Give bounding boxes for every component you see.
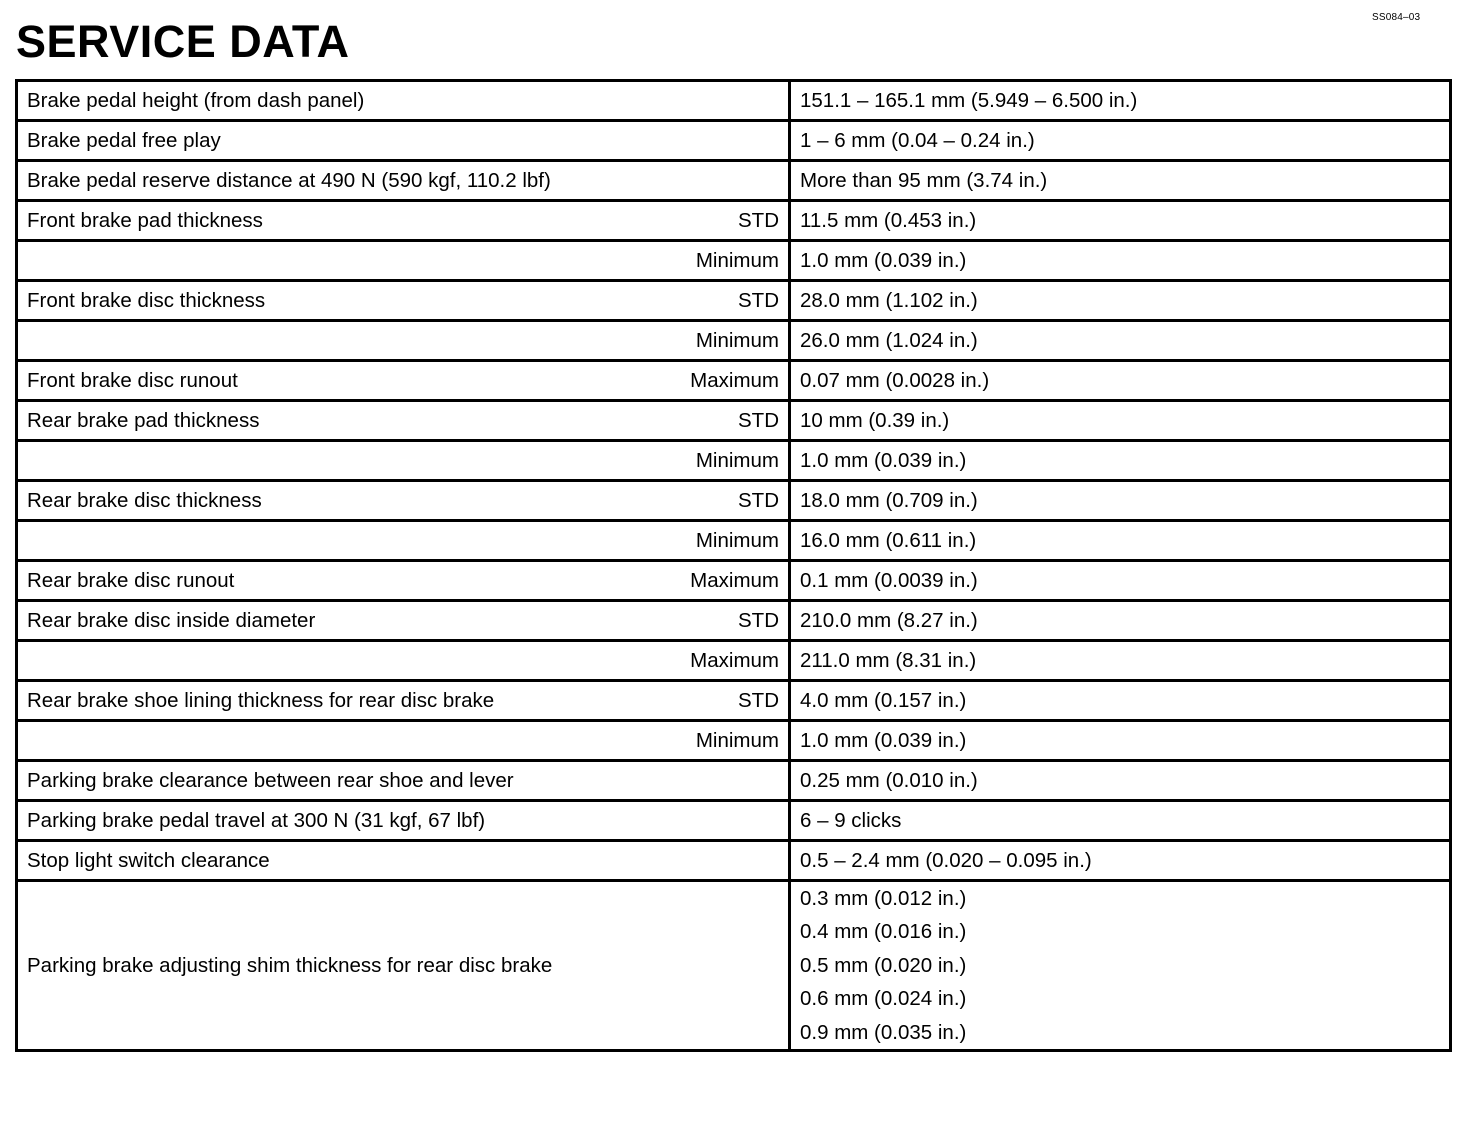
- value-cell: 16.0 mm (0.611 in.): [790, 521, 1451, 561]
- qualifier-label: Minimum: [695, 528, 779, 552]
- qualifier-label: Minimum: [695, 328, 779, 352]
- qualifier-label: Maximum: [690, 368, 779, 392]
- value-cell: 1.0 mm (0.039 in.): [790, 721, 1451, 761]
- item-label: Front brake disc runout: [27, 368, 238, 392]
- doc-code: SS084–03: [1372, 12, 1421, 23]
- item-cell: [17, 201, 790, 241]
- item-cell: [17, 521, 790, 561]
- table-row: [17, 521, 1451, 561]
- table-row: [17, 481, 1451, 521]
- table-row: [17, 681, 1451, 721]
- item-label: Rear brake pad thickness: [27, 408, 260, 432]
- item-cell: [17, 801, 790, 841]
- value-cell: More than 95 mm (3.74 in.): [790, 161, 1451, 201]
- qualifier-label: Maximum: [690, 648, 779, 672]
- value-cell: 6 – 9 clicks: [790, 801, 1451, 841]
- item-cell: [17, 681, 790, 721]
- table-row: [17, 241, 1451, 281]
- item-label: Parking brake adjusting shim thickness for rear disc brake: [27, 953, 553, 977]
- item-cell: [17, 241, 790, 281]
- item-cell: [17, 321, 790, 361]
- table-row: [17, 121, 1451, 161]
- value-cell: 11.5 mm (0.453 in.): [790, 201, 1451, 241]
- item-cell: [17, 761, 790, 801]
- item-cell: [17, 721, 790, 761]
- value-cell: 10 mm (0.39 in.): [790, 401, 1451, 441]
- table-row: [17, 441, 1451, 481]
- value-cell: 1 – 6 mm (0.04 – 0.24 in.): [790, 121, 1451, 161]
- value-cell: 0.1 mm (0.0039 in.): [790, 561, 1451, 601]
- qualifier-label: STD: [738, 608, 779, 632]
- qualifier-label: STD: [738, 288, 779, 312]
- value-cell: 26.0 mm (1.024 in.): [790, 321, 1451, 361]
- table-row: [17, 841, 1451, 881]
- table-row: [17, 801, 1451, 841]
- service-data-table-body: [17, 81, 1451, 1051]
- value-cell: 1.0 mm (0.039 in.): [790, 441, 1451, 481]
- item-label: Rear brake disc inside diameter: [27, 608, 316, 632]
- item-cell: [17, 281, 790, 321]
- item-label: Rear brake disc thickness: [27, 488, 262, 512]
- value-cell: 0.07 mm (0.0028 in.): [790, 361, 1451, 401]
- item-cell: [17, 481, 790, 521]
- table-row: [17, 641, 1451, 681]
- value-cell: 18.0 mm (0.709 in.): [790, 481, 1451, 521]
- value-cell: 4.0 mm (0.157 in.): [790, 681, 1451, 721]
- value-cell: 1.0 mm (0.039 in.): [790, 241, 1451, 281]
- item-label: Rear brake disc runout: [27, 568, 235, 592]
- item-cell: [17, 81, 790, 121]
- page-title: SERVICE DATA: [16, 16, 350, 67]
- table-row: [17, 201, 1451, 241]
- table-row: [17, 361, 1451, 401]
- value-cell: 211.0 mm (8.31 in.): [790, 641, 1451, 681]
- value-cell: 0.5 – 2.4 mm (0.020 – 0.095 in.): [790, 841, 1451, 881]
- value-cell-list: [790, 881, 1451, 1051]
- table-row: [17, 761, 1451, 801]
- qualifier-label: Minimum: [695, 248, 779, 272]
- item-label: Stop light switch clearance: [27, 848, 270, 872]
- qualifier-label: STD: [738, 488, 779, 512]
- item-cell: [17, 601, 790, 641]
- table-row: [17, 81, 1451, 121]
- value-cell: 0.25 mm (0.010 in.): [790, 761, 1451, 801]
- table-row: [17, 601, 1451, 641]
- shim-value: 0.6 mm (0.024 in.): [800, 987, 967, 1011]
- service-data-table: [15, 79, 1452, 1052]
- item-cell: [17, 881, 790, 1051]
- value-cell: 28.0 mm (1.102 in.): [790, 281, 1451, 321]
- shim-value: 0.5 mm (0.020 in.): [800, 953, 967, 977]
- table-row: [17, 401, 1451, 441]
- item-cell: [17, 641, 790, 681]
- item-label: Parking brake clearance between rear shoe and lever: [27, 768, 514, 792]
- item-label: Front brake pad thickness: [27, 208, 263, 232]
- value-cell: 151.1 – 165.1 mm (5.949 – 6.500 in.): [790, 81, 1451, 121]
- shim-value: 0.4 mm (0.016 in.): [800, 920, 967, 944]
- item-label: Brake pedal reserve distance at 490 N (590 kgf, 110.2 lbf): [27, 168, 551, 192]
- shim-value: 0.3 mm (0.012 in.): [800, 887, 967, 910]
- item-label: Brake pedal free play: [27, 128, 221, 152]
- qualifier-label: STD: [738, 688, 779, 712]
- item-cell: [17, 361, 790, 401]
- item-label: Front brake disc thickness: [27, 288, 266, 312]
- value-cell: 210.0 mm (8.27 in.): [790, 601, 1451, 641]
- item-cell: [17, 841, 790, 881]
- table-row: [17, 561, 1451, 601]
- item-cell: [17, 121, 790, 161]
- table-row: [17, 321, 1451, 361]
- item-cell: [17, 561, 790, 601]
- qualifier-label: Minimum: [695, 448, 779, 472]
- table-row: [17, 281, 1451, 321]
- table-row: [17, 161, 1451, 201]
- item-label: Brake pedal height (from dash panel): [27, 88, 365, 112]
- qualifier-label: Maximum: [690, 568, 779, 592]
- item-cell: [17, 441, 790, 481]
- item-label: Parking brake pedal travel at 300 N (31 kgf, 67 lbf): [27, 808, 486, 832]
- qualifier-label: STD: [738, 208, 779, 232]
- shim-value: 0.9 mm (0.035 in.): [800, 1020, 967, 1044]
- table-row-shim: [17, 881, 1451, 1051]
- item-cell: [17, 161, 790, 201]
- table-row: [17, 721, 1451, 761]
- item-label: Rear brake shoe lining thickness for rear disc brake: [27, 688, 495, 712]
- item-cell: [17, 401, 790, 441]
- qualifier-label: STD: [738, 408, 779, 432]
- qualifier-label: Minimum: [695, 728, 779, 752]
